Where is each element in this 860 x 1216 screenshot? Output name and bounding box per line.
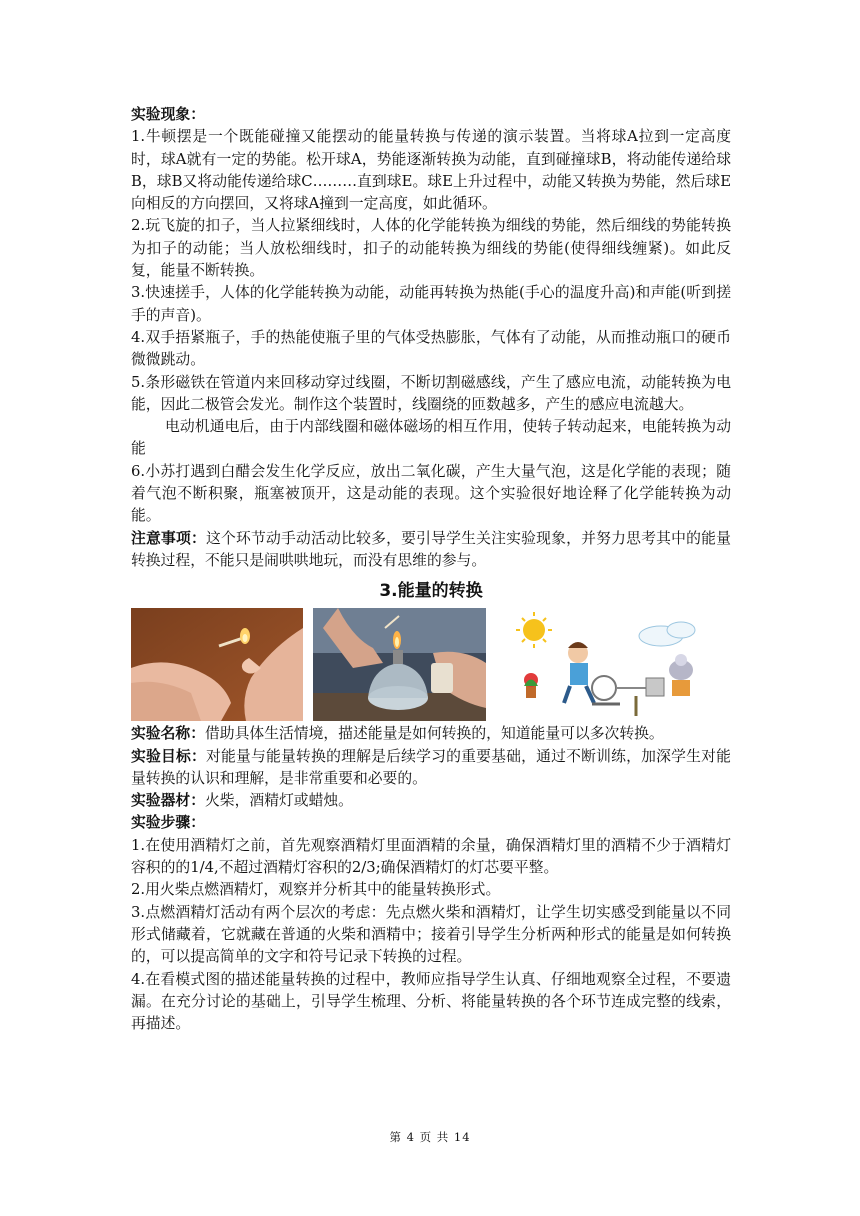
experiment-equipment-text: 火柴，酒精灯或蜡烛。	[205, 792, 353, 810]
experiment-equipment-label: 实验器材：	[131, 792, 205, 810]
image-row	[131, 608, 731, 721]
experiment-name-label: 实验名称：	[131, 725, 205, 743]
experiment-goal	[131, 746, 731, 791]
phenomenon-item-2: 2.玩飞旋的扣子，当人拉紧细线时，人体的化学能转换为细线的势能，然后细线的势能转换为扣子的动能；当人放松细线时，扣子的动能转换为细线的势能(使得细线缠紧)。如此反复，能量不断转换。	[131, 217, 731, 280]
page-content	[131, 104, 731, 1035]
step-4: 4.在看模式图的描述能量转换的过程中，教师应指导学生认真、仔细地观察全过程，不要遗漏。在充分讨论的基础上，引导学生梳理、分析、将能量转换的各个环节连成完整的线索，再描述。	[131, 970, 731, 1033]
step-1: 1.在使用酒精灯之前，首先观察酒精灯里面酒精的余量，确保酒精灯里的酒精不少于酒精灯容积的的1/4,不超过酒精灯容积的2/3;确保酒精灯的灯芯要平整。	[131, 836, 731, 877]
phenomenon-item-1: 1.牛顿摆是一个既能碰撞又能摆动的能量转换与传递的演示装置。当将球A拉到一定高度时，球A就有一定的势能。松开球A，势能逐渐转换为动能，直到碰撞球B，将动能传递给球B，球B又将动能传递给球C………直到球E。球E上升过程中，动能又转换为势能，然后球E向相反的方向摆回，又将球A撞到一定高度，如此循环。	[131, 128, 731, 213]
experiment-name	[131, 723, 731, 745]
section-title: 3.能量的转换	[379, 581, 483, 602]
phenomenon-item-5: 5.条形磁铁在管道内来回移动穿过线圈，不断切割磁感线，产生了感应电流，动能转换为电能，因此二极管会发光。制作这个装置时，线圈绕的匝数越多，产生的感应电流越大。	[131, 373, 731, 413]
note-text: 这个环节动手动活动比较多，要引导学生关注实验现象，并努力思考其中的能量转换过程，不能只是闹哄哄地玩，而没有思维的参与。	[131, 529, 731, 569]
phenomenon-item-6: 6.小苏打遇到白醋会发生化学反应，放出二氧化碳，产生大量气泡，这是化学能的表现；随着气泡不断积聚，瓶塞被顶开，这是动能的表现。这个实验很好地诠释了化学能转换为动能。	[131, 462, 731, 525]
motor-paragraph: 电动机通电后，由于内部线圈和磁体磁场的相互作用，使转子转动起来，电能转换为动能	[131, 418, 731, 458]
step-2: 2.用火柴点燃酒精灯，观察并分析其中的能量转换形式。	[131, 881, 501, 899]
alcohol-lamp-photo	[313, 608, 486, 721]
experiment-name-text: 借助具体生活情境，描述能量是如何转换的，知道能量可以多次转换。	[205, 725, 664, 743]
phenomenon-item-3: 3.快速搓手，人体的化学能转换为动能，动能再转换为热能(手心的温度升高)和声能(听到搓手的声音)。	[131, 284, 731, 324]
step-3: 3.点燃酒精灯活动有两个层次的考虑：先点燃火柴和酒精灯，让学生切实感受到能量以不同形式储藏着，它就藏在普通的火柴和酒精中；接着引导学生分析两种形式的能量是如何转换的，可以提高简单的文字和符号记录下转换的过程。	[131, 903, 731, 966]
energy-conversion-cartoon	[496, 608, 708, 721]
phenomena-heading: 实验现象：	[131, 106, 205, 123]
match-hands-photo	[131, 608, 303, 721]
experiment-goal-label: 实验目标：	[131, 747, 207, 765]
note-label: 注意事项：	[131, 529, 207, 547]
steps-heading: 实验步骤：	[131, 814, 205, 832]
experiment-equipment	[131, 790, 731, 812]
experiment-goal-text: 对能量与能量转换的理解是后续学习的重要基础，通过不断训练，加深学生对能量转换的认识和理解，是非常重要和必要的。	[131, 747, 731, 787]
phenomenon-item-4: 4.双手捂紧瓶子，手的热能使瓶子里的气体受热膨胀，气体有了动能，从而推动瓶口的硬币微微跳动。	[131, 328, 731, 369]
page-footer: 第 4 页 共 14	[389, 1130, 471, 1144]
note-paragraph	[131, 528, 731, 573]
